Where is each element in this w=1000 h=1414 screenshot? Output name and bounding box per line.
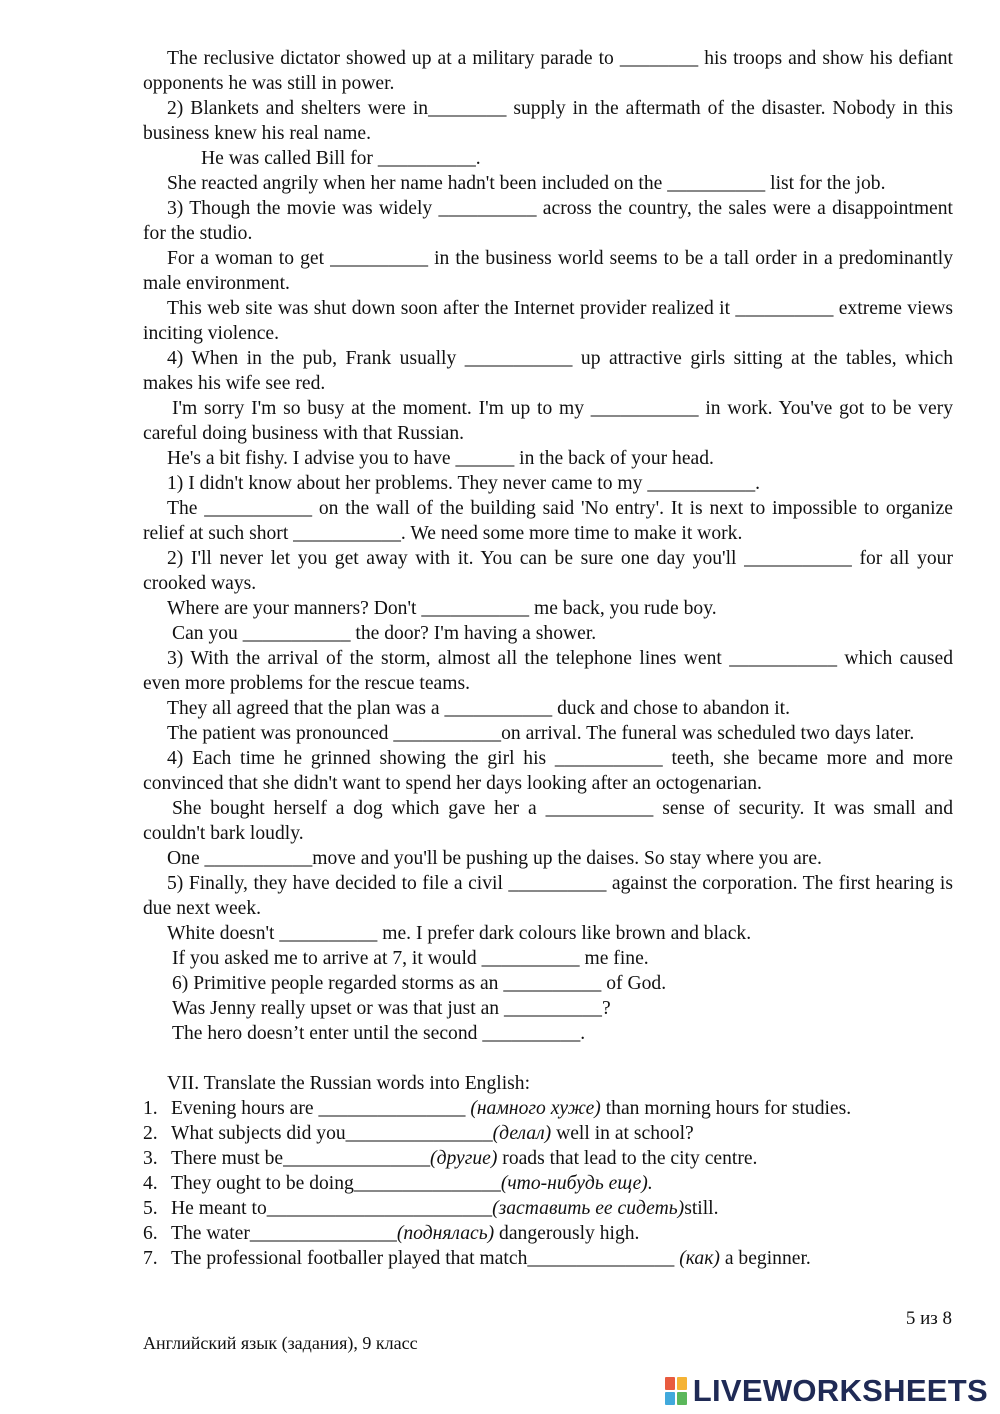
russian-hint: (что-нибудь еще).	[500, 1173, 653, 1194]
item-number: 3.	[143, 1148, 158, 1169]
sentence: 6) Primitive people regarded storms as an __________ of God.	[172, 973, 667, 994]
sentence: 4) When in the pub, Frank usually ___________ up attractive girls sitting at the tables, which makes his wife see red.	[143, 348, 953, 394]
sentence: He's a bit fishy. I advise you to have ______ in the back of your head.	[167, 448, 714, 469]
sentence: The hero doesn’t enter until the second __________.	[172, 1023, 586, 1044]
item-number: 7.	[143, 1248, 158, 1269]
translation-item	[143, 1171, 953, 1196]
translation-item	[143, 1121, 953, 1146]
translation-item	[143, 1096, 953, 1121]
sentence: 2) I'll never let you get away with it. You can be sure one day you'll ___________ for all your crooked ways.	[143, 548, 953, 594]
translation-item	[143, 1146, 953, 1171]
sentence: She bought herself a dog which gave her a ___________ sense of security. It was small and couldn't bark loudly.	[143, 798, 953, 844]
sentence: 3) Though the movie was widely __________ across the country, the sales were a disappointment for the studio.	[143, 198, 953, 244]
sentence: The patient was pronounced ___________on arrival. The funeral was scheduled two days later.	[167, 723, 915, 744]
sentence: He was called Bill for __________.	[201, 148, 481, 169]
sentence: They all agreed that the plan was a ___________ duck and chose to abandon it.	[167, 698, 791, 719]
russian-hint: (намного хуже)	[470, 1098, 601, 1119]
item-text: What subjects did you_______________(делал) well in at school?	[171, 1123, 694, 1144]
item-text: There must be_______________(другие) roads that lead to the city centre.	[171, 1148, 758, 1169]
sentence: One ___________move and you'll be pushing up the daises. So stay where you are.	[167, 848, 822, 869]
sentence: 2) Blankets and shelters were in________ supply in the aftermath of the disaster. Nobody in this business knew his real name.	[143, 98, 953, 144]
item-text: The professional footballer played that match_______________ (как) a beginner.	[171, 1248, 811, 1269]
sentence: This web site was shut down soon after the Internet provider realized it __________ extreme views inciting violence.	[143, 298, 953, 344]
sentence: Can you ___________ the door? I'm having a shower.	[172, 623, 597, 644]
sentence: The ___________ on the wall of the building said 'No entry'. It is next to impossible to organize relief at such short ___________. We need some more time to make it work.	[143, 498, 953, 544]
sentence: 1) I didn't know about her problems. They never came to my ___________.	[167, 473, 761, 494]
sentence: White doesn't __________ me. I prefer dark colours like brown and black.	[167, 923, 752, 944]
sentence: She reacted angrily when her name hadn't been included on the __________ list for the job.	[167, 173, 886, 194]
sentence: If you asked me to arrive at 7, it would __________ me fine.	[172, 948, 649, 969]
item-number: 4.	[143, 1173, 158, 1194]
russian-hint: (другие)	[430, 1148, 498, 1169]
liveworksheets-icon	[665, 1377, 687, 1405]
item-number: 6.	[143, 1223, 158, 1244]
sentence: The reclusive dictator showed up at a military parade to ________ his troops and show his defiant opponents he was still in power.	[143, 48, 953, 94]
item-number: 1.	[143, 1098, 158, 1119]
sentence: Was Jenny really upset or was that just an __________?	[172, 998, 611, 1019]
page-number: 5 из 8	[905, 1308, 952, 1329]
translation-item	[143, 1221, 953, 1246]
sentence: 4) Each time he grinned showing the girl his ___________ teeth, she became more and more convinced that she didn't want to spend her days looking after an octogenarian.	[143, 748, 953, 794]
sentence: Where are your manners? Don't ___________ me back, you rude boy.	[167, 598, 717, 619]
item-text: The water_______________(поднялась) dangerously high.	[171, 1223, 640, 1244]
item-text: They ought to be doing_______________(что-нибудь еще).	[171, 1173, 653, 1194]
russian-hint: (заставить ее сидеть)	[492, 1198, 685, 1219]
worksheet-page	[143, 46, 953, 1271]
russian-hint: (поднялась)	[396, 1223, 495, 1244]
brand-name: LIVEWORKSHEETS	[692, 1373, 988, 1408]
sentence: 5) Finally, they have decided to file a civil __________ against the corporation. The first hearing is due next week.	[143, 873, 953, 919]
sentence: I'm sorry I'm so busy at the moment. I'm up to my ___________ in work. You've got to be very careful doing business with that Russian.	[143, 398, 953, 444]
item-text: He meant to_______________________(заставить ее сидеть)still.	[171, 1198, 719, 1219]
translation-item	[143, 1246, 953, 1271]
footer-subject: Английский язык (задания), 9 класс	[143, 1333, 418, 1353]
item-text: Evening hours are _______________ (намного хуже) than morning hours for studies.	[171, 1098, 852, 1119]
russian-hint: (делал)	[492, 1123, 552, 1144]
russian-hint: (как)	[679, 1248, 720, 1269]
item-number: 5.	[143, 1198, 158, 1219]
item-number: 2.	[143, 1123, 158, 1144]
translation-item	[143, 1196, 953, 1221]
sentence: 3) With the arrival of the storm, almost all the telephone lines went ___________ which caused even more problems for the rescue teams.	[143, 648, 953, 694]
liveworksheets-logo[interactable]	[665, 1374, 988, 1408]
exercise-heading: VII. Translate the Russian words into English:	[167, 1073, 531, 1094]
sentence: For a woman to get __________ in the business world seems to be a tall order in a predominantly male environment.	[143, 248, 953, 294]
